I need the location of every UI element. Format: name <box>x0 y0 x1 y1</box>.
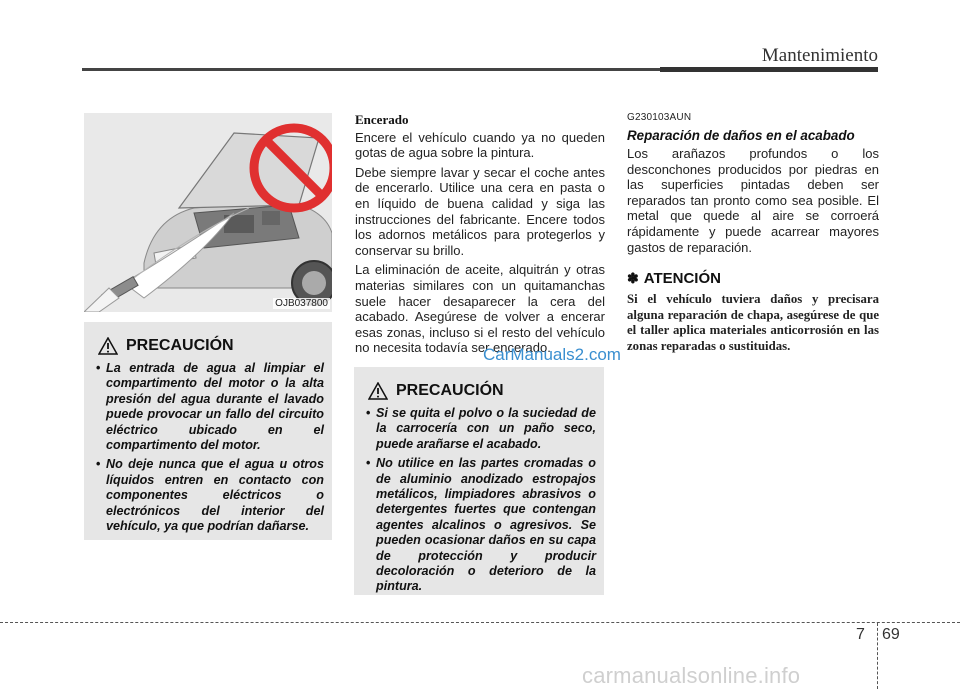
waxing-section <box>355 112 605 360</box>
warning-triangle-icon <box>368 382 388 400</box>
attention-body: Si el vehículo tuviera daños y precisara alguna reparación de chapa, asegúrese de que el taller aplica materiales anticorrosión en las zonas reparadas o sustituidas. <box>627 292 879 353</box>
caution-box-finish <box>354 367 604 595</box>
repair-body: Los arañazos profundos o los desconchones producidos por piedras en las superficies pintadas deben ser reparados tan pronto como sea posible. El metal que quede al aire se corroerá rápidamente y puede acarrear mayores gastos de reparación. <box>627 146 879 255</box>
waxing-paragraph: Debe siempre lavar y secar el coche antes de encerarlo. Utilice una cera en pasta o en líquido de buena calidad y siga las instrucciones del fabricante. Encere todos los adornos metálicos para protegerlos y conservar su brillo. <box>355 164 605 258</box>
engine-wash-drawing <box>84 113 332 312</box>
caution-list <box>354 406 604 595</box>
caution-list <box>84 361 332 534</box>
attention-title-text: ATENCIÓN <box>643 270 721 288</box>
engine-wash-illustration <box>84 113 332 312</box>
footer-rule <box>0 622 960 623</box>
caution-title <box>98 337 332 355</box>
waxing-heading: Encerado <box>355 112 409 127</box>
header-rule-accent <box>660 67 878 72</box>
page-number: 69 <box>882 626 900 643</box>
caution-box-engine-water <box>84 322 332 540</box>
caution-title <box>368 382 604 400</box>
repair-section <box>627 112 879 355</box>
caution-item: • No deje nunca que el agua u otros líquidos entren en contacto con componentes eléctricos o electrónicos del interior del vehículo, ya que podrían dañarse. <box>92 457 324 534</box>
caution-title-text: PRECAUCIÓN <box>126 337 234 354</box>
caution-item: • Si se quita el polvo o la suciedad de la carrocería con un paño seco, puede arañarse el acabado. <box>362 406 596 452</box>
footer-divider <box>877 623 878 689</box>
caution-title-text: PRECAUCIÓN <box>396 382 504 399</box>
figure-caption: OJB037800 <box>275 298 328 309</box>
watermark-link[interactable]: CarManuals2.com <box>483 345 621 364</box>
section-code: G230103AUN <box>627 112 692 123</box>
repair-heading: Reparación de daños en el acabado <box>627 128 855 143</box>
caution-item: • No utilice en las partes cromadas o de aluminio anodizado estropajos metálicos, limpiadores abrasivos o detergentes fuertes que contengan agentes alcalinos o agresivos. Se pueden ocasionar daños en su capa de protección y producir decoloración o deterioro de la pintura. <box>362 456 596 595</box>
caution-item: • La entrada de agua al limpiar el compartimento del motor o la alta presión del agua durante el lavado puede provocar un fallo del circuito eléctrico ubicado en el compartimento del motor. <box>92 361 324 453</box>
waxing-paragraph: Encere el vehículo cuando ya no queden gotas de agua sobre la pintura. <box>355 129 605 161</box>
page-header-title: Mantenimiento <box>761 45 878 66</box>
waxing-paragraph: La eliminación de aceite, alquitrán y otras materias similares con un quitamanchas suele hacer desaparecer la cera del acabado. Asegúrese de volver a encerar esas zonas, incluso si el resto del vehículo no necesita todavía ser encerado. <box>355 262 605 356</box>
asterisk-icon: ✽ <box>627 270 639 287</box>
site-watermark: carmanualsonline.info <box>582 663 801 688</box>
warning-triangle-icon <box>98 337 118 355</box>
chapter-number: 7 <box>856 626 865 643</box>
attention-title <box>627 270 879 287</box>
